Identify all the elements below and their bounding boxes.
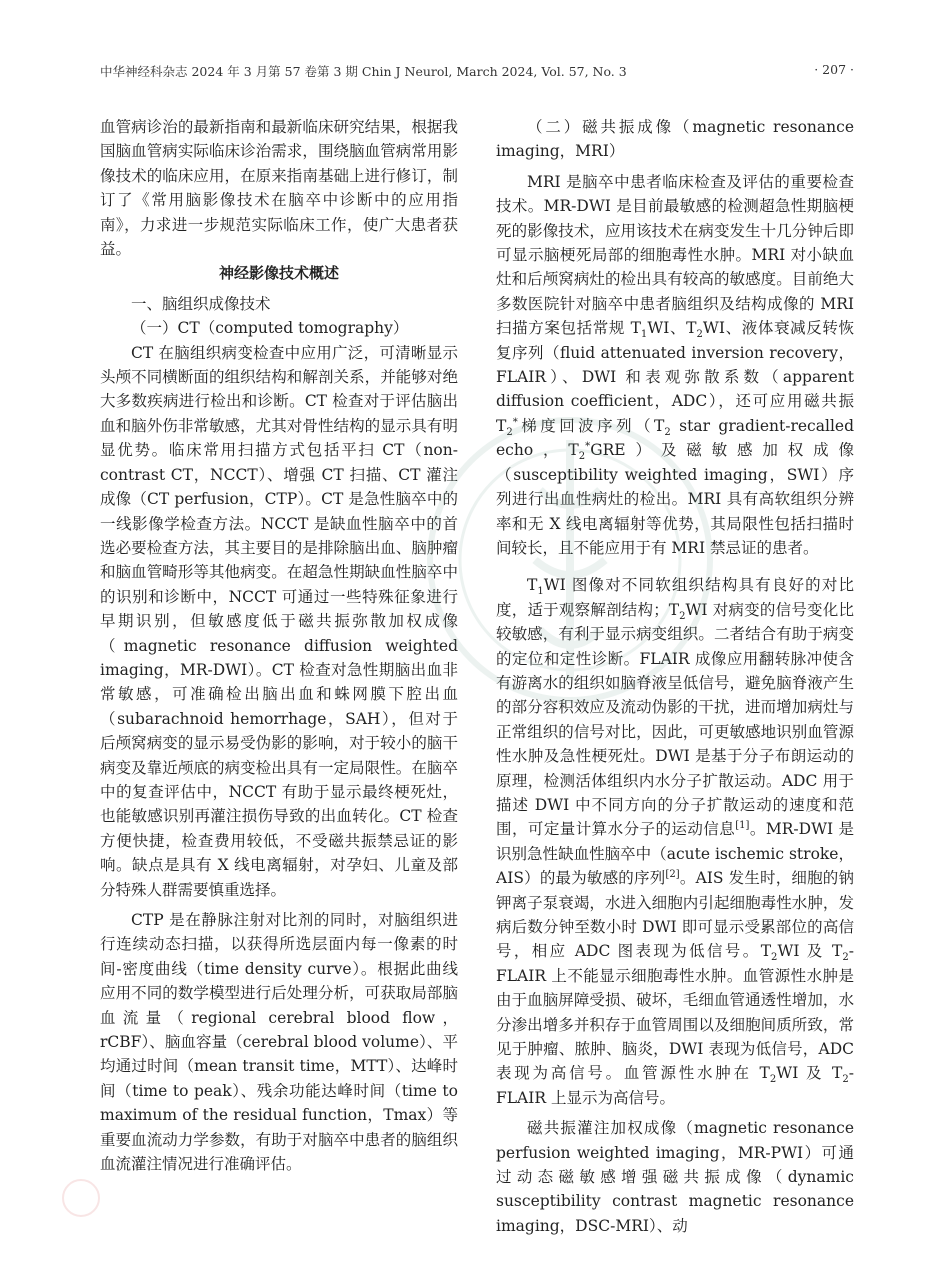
running-header [100, 62, 854, 80]
section-title: 神经影像技术概述 [218, 264, 339, 283]
citation-2: [2] [665, 869, 680, 881]
publisher-seal-icon [62, 1179, 100, 1217]
publisher-logo [62, 1180, 442, 1216]
left-column [100, 115, 458, 1176]
paragraph-ctp: CTP 是在静脉注射对比剂的同时，对脑组织进行连续动态扫描，以获得所选层面内每一像素的时间-密度曲线（time density curve）。根据此曲线应用不同的数学模型进行后处理分析，可获取局部脑血流量（regional cerebral blood flow，rCBF）、脑血容量（cerebral blood volume）、平均通过时间（mean transit time，MTT）、达峰时间（time to peak）、残余功能达峰时间（time to maximum of the residual function，Tmax）等重要血流动力学参数，有助于对脑卒中患者的脑组织血流灌注情况进行准确评估。 [100, 911, 458, 1174]
page-number: · 207 · [814, 62, 854, 77]
intro-paragraph: 血管病诊治的最新指南和最新临床研究结果，根据我国脑血管病实际临床诊治需求，围绕脑血管病常用影像技术的临床应用，在原来指南基础上进行修订，制订了《常用脑影像技术在脑卒中诊断中的应用指南》，力求进一步规范实际临床工作，使广大患者获益。 [100, 118, 458, 259]
paragraph-mri-overview: MRI 是脑卒中患者临床检查及评估的重要检查技术。MR-DWI 是目前最敏感的检测超急性期脑梗死的影像技术，应用该技术在病变发生十几分钟后即可显示脑梗死局部的细胞毒性水肿。MRI 对小缺血灶和后颅窝病灶的检出具有较高的敏感度。目前绝大多数医院针对脑卒中患者脑组织及结构成像的 MRI 扫描方案包括常规 $T_1WI$、$T_2WI$、液体衰减反转恢复序列（fluid attenuated inversion recovery，FLAIR）、DWI 和表观弥散系数（apparent diffusion coefficient，ADC），还可应用磁共振 $T_2^*$梯度回波序列（$T_2$ star gradient-recalled echo，$T_2^*GRE$）及磁敏感加权成像（susceptibility weighted imaging，SWI）序列进行出血性病灶的检出。MRI 具有高软组织分辨率和无 X 线电离辐射等优势，其局限性包括扫描时间较长，且不能应用于有 MRI 禁忌证的患者。 [496, 172, 854, 557]
right-column [496, 115, 854, 1238]
heading-mri: （二）磁共振成像（magnetic resonance imaging，MRI） [496, 118, 854, 161]
heading-ct: （一）CT（computed tomography） [131, 319, 409, 338]
journal-citation: 中华神经科杂志 2024 年 3 月第 57 卷第 3 期 Chin J Neurol, March 2024, Vol. 57, No. 3 [100, 64, 627, 79]
citation-1: [1] [735, 820, 750, 832]
paragraph-ct: CT 在脑组织病变检查中应用广泛，可清晰显示头颅不同横断面的组织结构和解剖关系，并能够对绝大多数疾病进行检出和诊断。CT 检查对于评估脑出血和脑外伤非常敏感，尤其对骨性结构的显示具有明显优势。临床常用扫描方式包括平扫 CT（non-contrast CT，NCCT）、增强 CT 扫描、CT 灌注成像（CT perfusion，CTP）。CT 是急性脑卒中的一线影像学检查方法。NCCT 是缺血性脑卒中的首选必要检查方法，其主要目的是排除脑出血、脑肿瘤和脑血管畸形等其他病变。在超急性期缺血性脑卒中的识别和诊断中，NCCT 可通过一些特殊征象进行早期识别，但敏感度低于磁共振弥散加权成像（magnetic resonance diffusion weighted imaging，MR-DWI）。CT 检查对急性期脑出血非常敏感，可准确检出脑出血和蛛网膜下腔出血（subarachnoid hemorrhage，SAH），但对于后颅窝病变的显示易受伪影的影响，对于较小的脑干病变及靠近颅底的病变检出具有一定局限性。在脑卒中的复查评估中，NCCT 有助于显示最终梗死灶，也能敏感识别再灌注损伤导致的出血转化。CT 检查方便快捷，检查费用较低，不受磁共振禁忌证的影响。缺点是具有 X 线电离辐射，对孕妇、儿童及部分特殊人群需要慎重选择。 [100, 343, 458, 899]
paragraph-t1-t2: $T_1WI$ 图像对不同软组织结构具有良好的对比度，适于观察解剖结构；$T_2WI$ 对病变的信号变化比较敏感，有利于显示病变组织。二者结合有助于病变的定位和定性诊断。FLAIR 成像应用翻转脉冲使含有游离水的组织如脑脊液呈低信号，避免脑脊液产生的部分容积效应及流动伪影的干扰，进而增加病灶与正常组织的信号对比，因此，可更敏感地识别血管源性水肿及急性梗死灶。DWI 是基于分子布朗运动的原理，检测活体组织内水分子扩散运动。ADC 用于描述 DWI 中不同方向的分子扩散运动的速度和范围，可定量计算水分子的运动信息[1]。MR-DWI 是识别急性缺血性脑卒中（acute ischemic stroke，AIS）的最为敏感的序列[2]。AIS 发生时，细胞的钠钾离子泵衰竭，水进入细胞内引起细胞毒性水肿，发病后数分钟至数小时 DWI 即可显示受累部位的高信号，相应 ADC 图表现为低信号。$T_2WI$ 及 $T_2$-FLAIR 上不能显示细胞毒性水肿。血管源性水肿是由于血脑屏障受损、破坏，毛细血管通透性增加，水分渗出增多并积存于血管周围以及细胞间质所致，常见于肿瘤、脓肿、脑炎，DWI 表现为低信号，ADC 表现为高信号。血管源性水肿在 $T_2WI$ 及 $T_2$-FLAIR 上显示为高信号。 [496, 576, 855, 1107]
paragraph-mr-pwi: 磁共振灌注加权成像（magnetic resonance perfusion weighted imaging，MR-PWI）可通过动态磁敏感增强磁共振成像（dynamic susceptibility contrast magnetic resonance imaging，DSC-MRI）、动 [496, 1119, 854, 1235]
heading-brain-tissue-imaging: 一、脑组织成像技术 [131, 294, 271, 313]
